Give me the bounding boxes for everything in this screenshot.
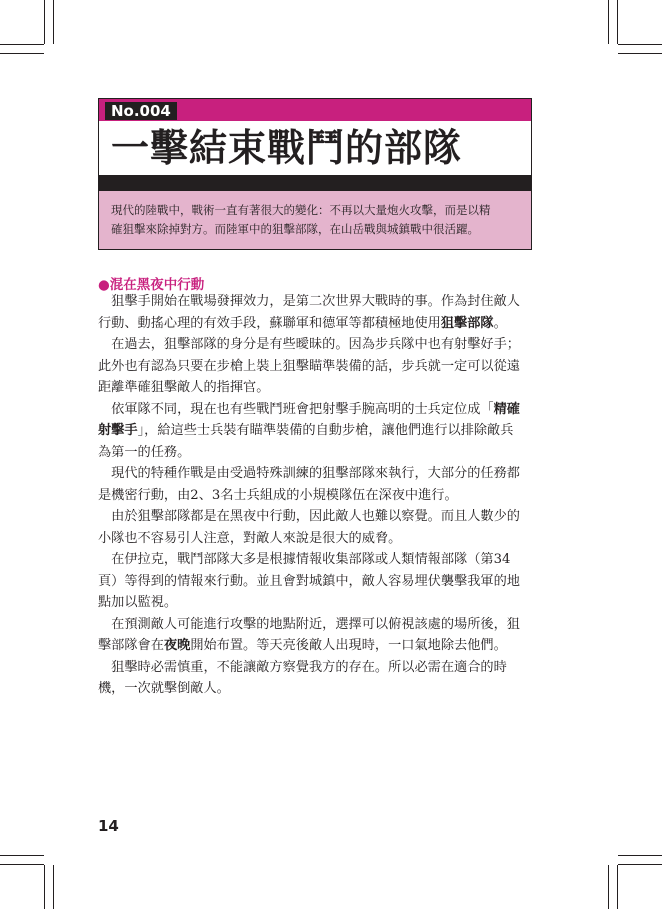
body-text-run: 依軍隊不同，現在也有些戰鬥班會把射擊手腕高明的士兵定位成「 bbox=[98, 401, 494, 417]
body-line: 在過去，狙擊部隊的身分是有些曖昧的。因為步兵隊中也有射擊好手； bbox=[98, 337, 520, 352]
summary-line: 現代的陸戰中，戰術一直有著很大的變化：不再以大量炮火攻擊，而是以精 bbox=[111, 203, 491, 217]
body-line: 狙擊手開始在戰場發揮效力，是第二次世界大戰時的事。作為封住敵人 bbox=[98, 294, 520, 309]
page-title: 一擊結束戰鬥的部隊 bbox=[111, 126, 463, 170]
body-line: 現代的特種作戰是由受過特殊訓練的狙擊部隊來執行，大部分的任務都 bbox=[98, 466, 520, 481]
body-line: 狙擊時必需慎重，不能讓敵方察覺我方的存在。所以必需在適合的時 bbox=[98, 659, 507, 675]
body-line: 此外也有認為只要在步槍上裝上狙擊瞄準裝備的話，步兵就一定可以從遠 bbox=[98, 358, 520, 374]
bold-term: 狙擊部隊 bbox=[440, 315, 494, 331]
body-line bbox=[98, 313, 536, 335]
body-line: 為第一的任務。 bbox=[98, 444, 191, 460]
entry-number: No.004 bbox=[105, 102, 177, 120]
summary-line: 確狙擊來除掉對方。而陸軍中的狙擊部隊，在山岳戰與城鎮戰中很活躍。 bbox=[111, 222, 479, 236]
body-line: 頁）等得到的情報來行動。並且會對城鎮中，敵人容易埋伏襲擊我軍的地 bbox=[98, 573, 520, 589]
body-line: 機，一次就擊倒敵人。 bbox=[98, 681, 230, 696]
body-line: 是機密行動，由2、3名士兵組成的小規模隊伍在深夜中進行。 bbox=[98, 487, 458, 503]
body-line: 在預測敵人可能進行攻擊的地點附近，選擇可以俯視該處的場所後，狙 bbox=[98, 616, 520, 632]
body-text-run: 。 bbox=[493, 315, 507, 331]
body-text-run: 開始布置。等天亮後敵人出現時，一口氣地除去他們。 bbox=[190, 638, 507, 653]
body-text-run: 」，給這些士兵裝有瞄準裝備的自動步槍，讓他們進行以排除敵兵 bbox=[137, 423, 514, 438]
body-line bbox=[98, 420, 536, 442]
bold-term: 精確 bbox=[493, 401, 520, 417]
body-line: 小隊也不容易引人注意，對敵人來說是很大的威脅。 bbox=[98, 530, 402, 546]
chapter-header bbox=[98, 98, 532, 250]
page-number: 14 bbox=[98, 817, 119, 835]
bold-term: 夜晚 bbox=[163, 638, 191, 653]
body-line: 在伊拉克，戰鬥部隊大多是根據情報收集部隊或人類情報部隊（第34 bbox=[98, 552, 511, 567]
body-text bbox=[98, 291, 536, 700]
body-line: 由於狙擊部隊都是在黑夜中行動，因此敵人也難以察覺。而且人數少的 bbox=[98, 509, 520, 524]
summary-box bbox=[99, 191, 531, 249]
bold-term: 射擊手 bbox=[98, 423, 138, 438]
body-text-run: 擊部隊會在 bbox=[98, 638, 164, 653]
header-divider bbox=[99, 175, 531, 191]
body-line bbox=[98, 635, 536, 657]
body-text-run: 行動、動搖心理的有效手段，蘇聯軍和德軍等都積極地使用 bbox=[98, 315, 441, 331]
body-line bbox=[98, 399, 536, 421]
section-heading: ●混在黑夜中行動 bbox=[98, 277, 205, 293]
body-line: 點加以監視。 bbox=[98, 595, 178, 610]
body-line: 距離準確狙擊敵人的指揮官。 bbox=[98, 380, 270, 395]
